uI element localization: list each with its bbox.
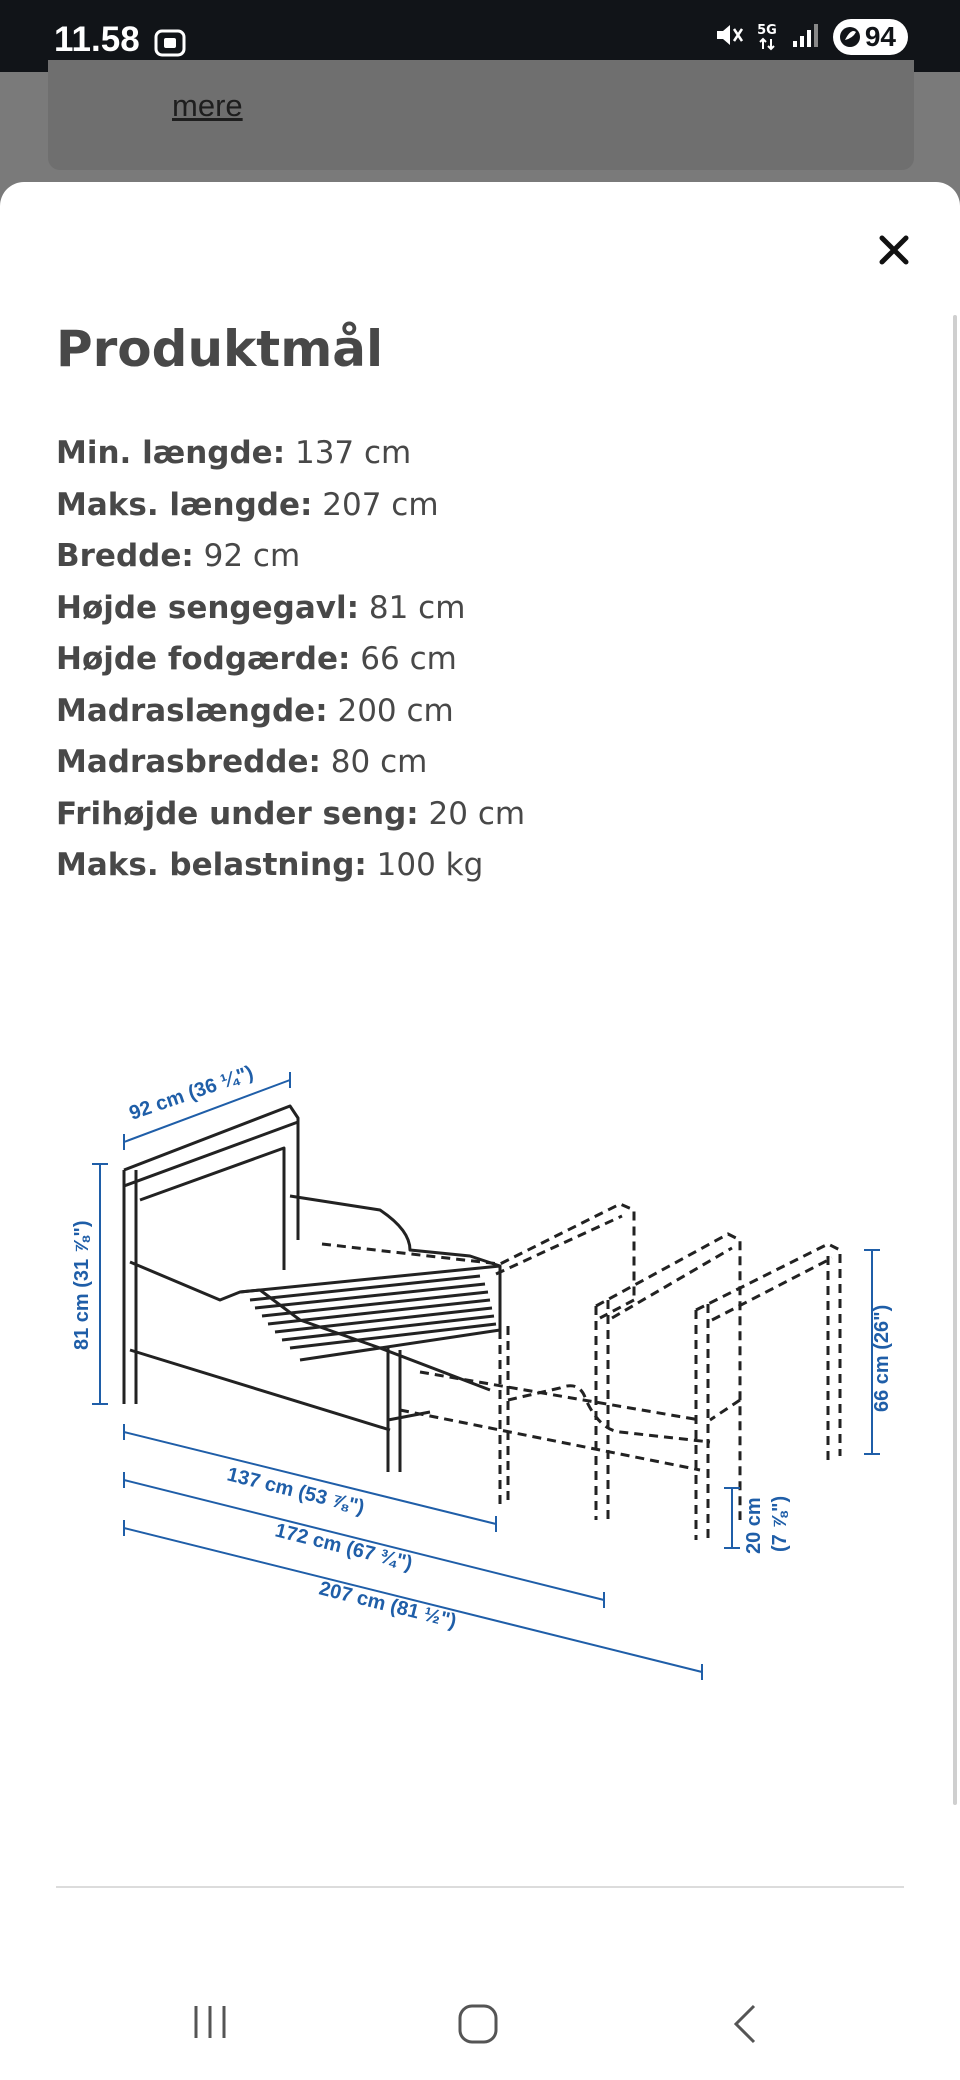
navigation-bar (0, 1980, 960, 2080)
spec-value: 207 cm (322, 486, 439, 523)
spec-item (56, 686, 525, 738)
sheet-divider (56, 1886, 904, 1888)
close-button[interactable] (872, 228, 916, 272)
clearance-label-cm: 20 cm (743, 1497, 765, 1554)
signal-icon (791, 21, 819, 53)
spec-label: Bredde: (56, 538, 194, 574)
clearance-label-in: (7 ⅞") (769, 1495, 791, 1552)
footboard-height-label: 66 cm (26") (871, 1304, 893, 1412)
spec-item (56, 480, 525, 532)
spec-value: 66 cm (360, 641, 457, 677)
status-time: 11.58 (54, 20, 140, 59)
spec-item (56, 531, 525, 583)
length-mid-label: 172 cm (67 ¾") (272, 1519, 415, 1575)
spec-label: Maks. længde: (56, 486, 313, 523)
spec-label: Madrasbredde: (56, 744, 321, 780)
spec-value: 80 cm (330, 744, 428, 780)
mute-icon (713, 20, 743, 54)
length-max-label: 207 cm (81 ½") (316, 1577, 459, 1633)
recent-apps-icon[interactable] (188, 2002, 232, 2042)
spec-item (56, 737, 525, 789)
screenshot-icon (154, 28, 186, 62)
spec-item (56, 789, 525, 841)
sheet-scrollbar[interactable] (953, 315, 957, 1805)
spec-label: Højde sengegavl: (56, 589, 359, 626)
close-icon (872, 228, 916, 272)
spec-label: Madraslængde: (56, 692, 328, 729)
spec-item (56, 634, 525, 686)
network-badge (757, 24, 777, 51)
battery-saver-icon (839, 26, 861, 48)
read-more-link[interactable]: mere (172, 88, 243, 123)
spec-label: Min. længde: (56, 435, 286, 471)
bed-drawing (124, 1106, 500, 1472)
spec-value: 200 cm (337, 692, 454, 729)
spec-list (56, 428, 525, 892)
sheet-title: Produktmål (56, 320, 384, 378)
spec-value: 20 cm (428, 795, 526, 832)
back-icon[interactable] (726, 2002, 766, 2046)
network-type: 5G (757, 22, 777, 38)
width-label: 92 cm (36 ¼") (126, 1061, 257, 1125)
headboard-height-label: 81 cm (31 ⅞") (71, 1220, 93, 1350)
spec-label: Højde fodgærde: (56, 641, 351, 677)
spec-label: Maks. belastning: (56, 847, 367, 883)
battery-level: 94 (864, 21, 896, 52)
spec-value: 100 kg (376, 847, 484, 883)
home-icon[interactable] (456, 2002, 500, 2046)
spec-value: 92 cm (203, 538, 301, 574)
spec-item (56, 428, 525, 480)
spec-item (56, 583, 525, 635)
spec-value: 137 cm (294, 435, 412, 471)
bed-dimension-diagram (60, 1050, 900, 1690)
spec-value: 81 cm (368, 589, 466, 626)
spec-label: Frihøjde under seng: (56, 795, 419, 832)
battery-indicator (833, 19, 908, 55)
length-min-label: 137 cm (53 ⅞") (224, 1463, 367, 1519)
spec-item (56, 840, 525, 892)
